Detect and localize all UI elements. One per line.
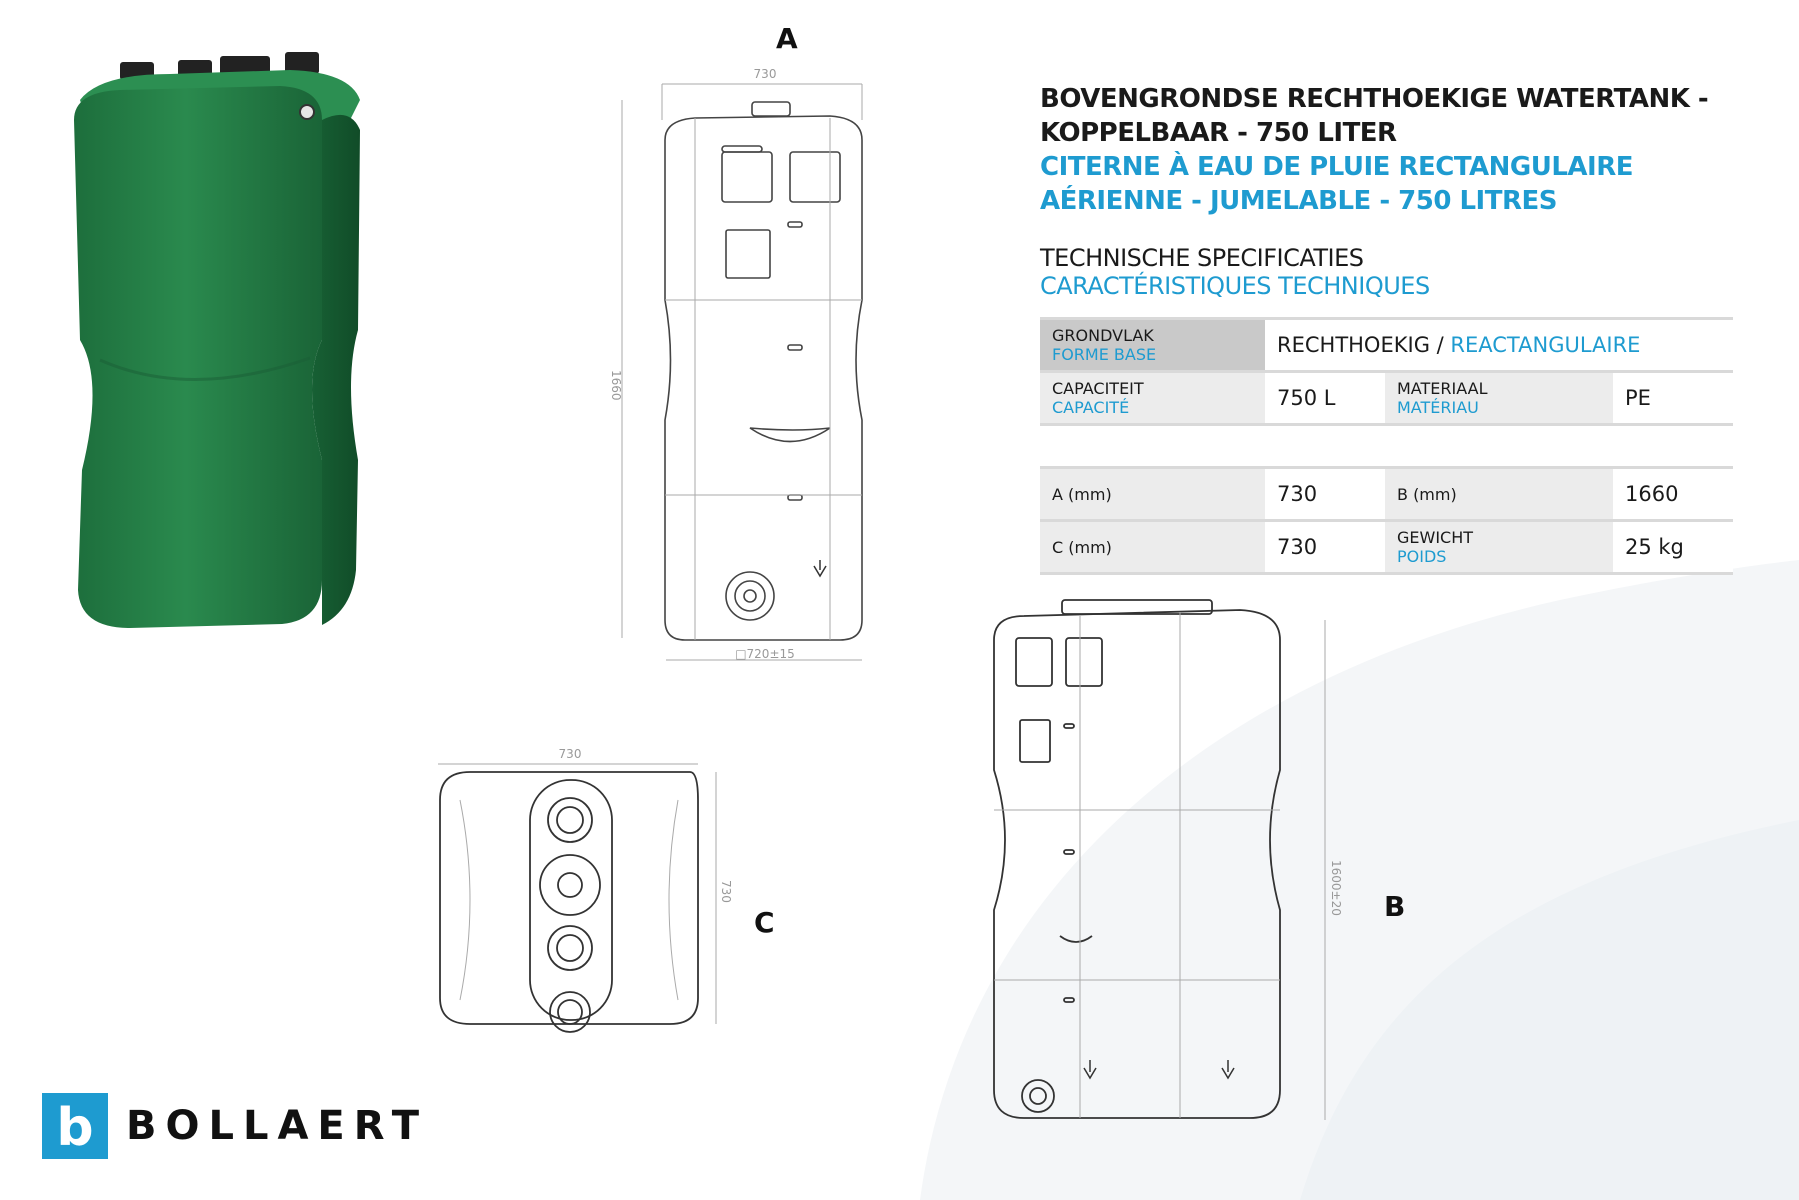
logo-letter: b xyxy=(56,1098,94,1158)
drawing-view-a xyxy=(600,60,920,680)
drawing-view-c xyxy=(420,740,740,1060)
weight-label-fr: POIDS xyxy=(1397,547,1447,566)
c-label-text: C (mm) xyxy=(1052,537,1112,557)
c-value: 730 xyxy=(1265,521,1385,574)
specs-heading-fr: CARACTÉRISTIQUES TECHNIQUES xyxy=(1040,272,1430,300)
view-c-depth-dim: 730 xyxy=(719,880,733,903)
a-label xyxy=(1040,468,1265,521)
bollaert-logo-icon xyxy=(42,1093,108,1159)
b-value: 1660 xyxy=(1613,468,1733,521)
view-a-height-dim: 1660 xyxy=(609,370,623,401)
base-value-fr: REACTANGULAIRE xyxy=(1450,333,1641,357)
view-c-letter: C xyxy=(754,906,775,939)
base-label-nl: GRONDVLAK xyxy=(1052,326,1154,345)
capacity-label xyxy=(1040,372,1265,425)
material-label xyxy=(1385,372,1613,425)
drawing-view-b xyxy=(980,590,1360,1150)
table-row xyxy=(1040,468,1733,521)
view-b-height-dim: 1600±20 xyxy=(1329,860,1343,916)
weight-label xyxy=(1385,521,1613,574)
title-nl-line1: BOVENGRONDSE RECHTHOEKIGE WATERTANK - xyxy=(1040,84,1709,114)
weight-value: 25 kg xyxy=(1613,521,1733,574)
tank-photo xyxy=(60,40,380,640)
table-row xyxy=(1040,319,1733,372)
view-b-letter: B xyxy=(1384,890,1406,923)
view-a-letter: A xyxy=(776,22,798,55)
view-a-base-dim: □720±15 xyxy=(735,647,795,661)
specs-heading xyxy=(1040,244,1430,300)
capacity-value: 750 L xyxy=(1265,372,1385,425)
material-value: PE xyxy=(1613,372,1733,425)
title-fr-line1: CITERNE À EAU DE PLUIE RECTANGULAIRE xyxy=(1040,152,1634,182)
table-row xyxy=(1040,521,1733,574)
base-label xyxy=(1040,319,1265,372)
brand-name: BOLLAERT xyxy=(126,1103,429,1149)
base-value-nl: RECHTHOEKIG xyxy=(1277,333,1430,357)
base-value xyxy=(1265,319,1733,372)
c-label xyxy=(1040,521,1265,574)
product-title xyxy=(1040,82,1740,218)
capacity-label-fr: CAPACITÉ xyxy=(1052,398,1130,417)
material-label-fr: MATÉRIAU xyxy=(1397,398,1479,417)
capacity-label-nl: CAPACITEIT xyxy=(1052,379,1144,398)
weight-label-nl: GEWICHT xyxy=(1397,528,1474,547)
spec-table-dimensions xyxy=(1040,466,1733,575)
table-row xyxy=(1040,372,1733,425)
spec-table-general xyxy=(1040,317,1733,426)
b-label-text: B (mm) xyxy=(1397,484,1457,504)
base-value-separator: / xyxy=(1429,333,1451,357)
title-nl-line2: KOPPELBAAR - 750 LITER xyxy=(1040,118,1397,148)
material-label-nl: MATERIAAL xyxy=(1397,379,1488,398)
view-a-width-dim: 730 xyxy=(753,67,777,81)
view-c-width-dim: 730 xyxy=(558,747,582,761)
specs-heading-nl: TECHNISCHE SPECIFICATIES xyxy=(1040,244,1364,272)
a-label-text: A (mm) xyxy=(1052,484,1112,504)
a-value: 730 xyxy=(1265,468,1385,521)
base-label-fr: FORME BASE xyxy=(1052,345,1157,364)
brand-logo xyxy=(42,1092,428,1160)
b-label xyxy=(1385,468,1613,521)
title-fr-line2: AÉRIENNE - JUMELABLE - 750 LITRES xyxy=(1040,186,1557,216)
